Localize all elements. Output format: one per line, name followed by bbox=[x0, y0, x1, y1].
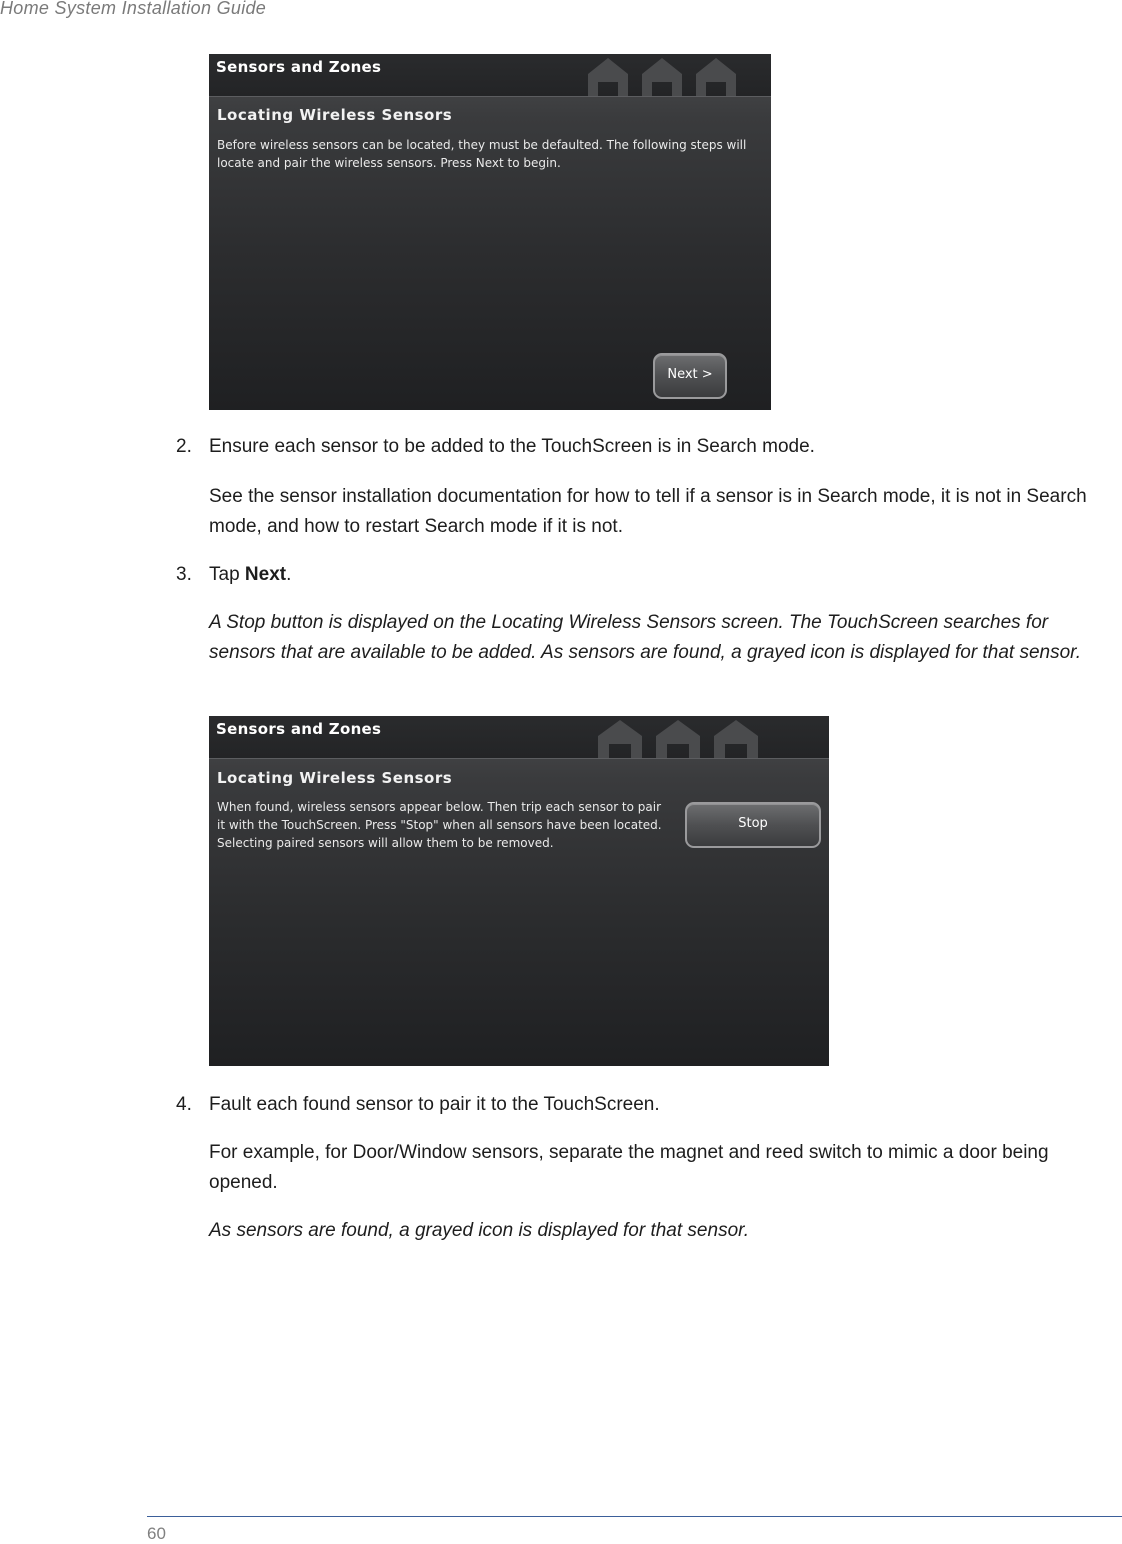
step-instruction: Ensure each sensor to be added to the TouchScreen is in Search mode. bbox=[209, 436, 815, 457]
screen-instructions: Before wireless sensors can be located, they must be defaulted. The following steps will locate and pair the wireless sensors. Press Next to begin. bbox=[217, 138, 747, 170]
screen-instructions: When found, wireless sensors appear below. Then trip each sensor to pair it with the TouchScreen. Press "Stop" when all sensors have been located. Selecting paired sensors will allow them to be removed. bbox=[217, 800, 662, 850]
screen-title-bar bbox=[209, 716, 829, 759]
step-detail: See the sensor installation documentation for how to tell if a sensor is in Search mode, it is not in Search mode, and how to restart Search mode if it is not. bbox=[209, 486, 1087, 537]
step-text-suffix: . bbox=[286, 564, 292, 585]
screen-subtitle: Locating Wireless Sensors bbox=[217, 106, 453, 124]
houses-logo-icon bbox=[584, 54, 744, 96]
running-header: Home System Installation Guide bbox=[0, 0, 267, 18]
step-detail: For example, for Door/Window sensors, separate the magnet and reed switch to mimic a door being opened. bbox=[209, 1142, 1049, 1193]
touchscreen-screenshot-locating-search bbox=[209, 716, 829, 1066]
step-number: 3. bbox=[176, 564, 192, 585]
page-number: 60 bbox=[147, 1524, 166, 1543]
step-instruction bbox=[209, 560, 291, 590]
step-result: As sensors are found, a grayed icon is displayed for that sensor. bbox=[209, 1220, 750, 1241]
next-button[interactable]: Next > bbox=[653, 353, 727, 399]
stop-button[interactable]: Stop bbox=[685, 802, 821, 848]
touchscreen-screenshot-locating-intro bbox=[209, 54, 771, 410]
step-number: 4. bbox=[176, 1094, 192, 1115]
next-keyword: Next bbox=[244, 564, 287, 585]
screen-title: Sensors and Zones bbox=[216, 720, 382, 738]
screen-title-bar bbox=[209, 54, 771, 97]
step-instruction: Fault each found sensor to pair it to the TouchScreen. bbox=[209, 1094, 660, 1115]
screen-subtitle: Locating Wireless Sensors bbox=[217, 769, 453, 787]
step-number: 2. bbox=[176, 436, 192, 457]
step-result: A Stop button is displayed on the Locating Wireless Sensors screen. The TouchScreen searches for sensors that are available to be added. As sensors are found, a grayed icon is displayed for that sensor. bbox=[209, 612, 1082, 663]
houses-logo-icon bbox=[594, 716, 764, 758]
footer-divider bbox=[147, 1516, 1122, 1517]
step-text-prefix: Tap bbox=[209, 564, 245, 585]
screen-title: Sensors and Zones bbox=[216, 58, 382, 76]
